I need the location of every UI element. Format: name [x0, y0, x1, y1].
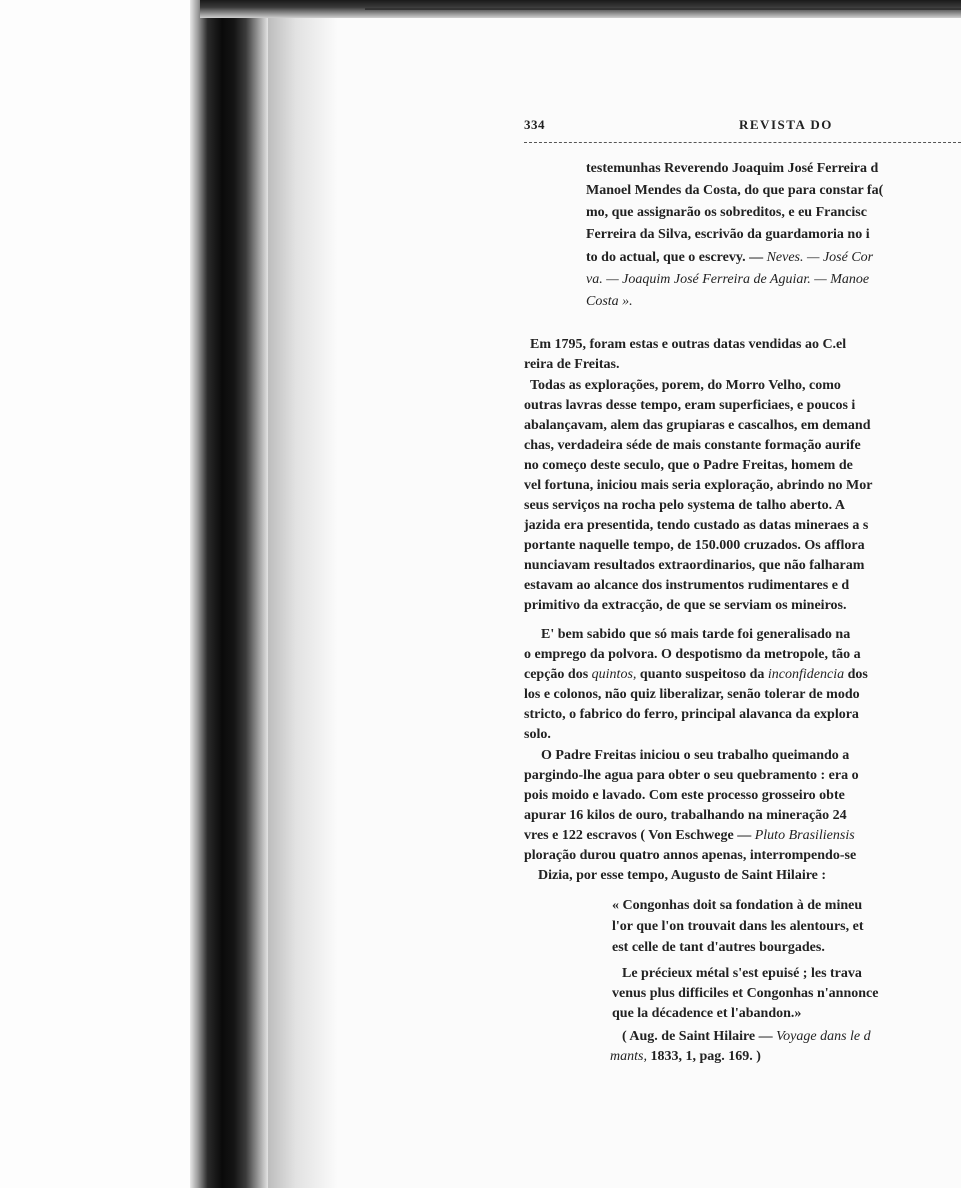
text-span: estavam ao alcance dos instrumentos rudimentares e d	[524, 578, 850, 593]
gutter-shadow	[268, 0, 338, 1188]
text-line	[622, 965, 862, 983]
text-span: vel fortuna, iniciou mais seria exploração, abrindo no Mor	[524, 478, 873, 493]
text-span: Le précieux métal s'est epuisé ; les trava	[622, 966, 862, 981]
text-span: outras lavras desse tempo, eram superficiaes, e poucos i	[524, 398, 856, 413]
text-span: « Congonhas doit sa fondation à de mineu	[612, 898, 863, 913]
running-head: REVISTA DO	[739, 117, 833, 132]
text-span: cepção dos	[524, 667, 589, 682]
text-line	[530, 336, 846, 354]
text-line	[524, 577, 849, 595]
italic-span: Neves. — José Cor	[766, 250, 874, 265]
text-span: nunciavam resultados extraordinarios, que não falharam	[524, 558, 865, 573]
text-line	[524, 686, 860, 704]
text-span: los e colonos, não quiz liberalizar, senão tolerar de modo	[524, 687, 860, 702]
text-span: chas, verdadeira séde de mais constante formação aurife	[524, 438, 861, 453]
italic-span: va. — Joaquim José Ferreira de Aguiar. — Manoe	[586, 272, 870, 287]
text-span: Em 1795, foram estas e outras datas vendidas ao C.el	[530, 337, 847, 352]
text-line	[524, 397, 855, 415]
text-line	[530, 377, 841, 395]
text-line	[524, 807, 847, 825]
italic-span: inconfidencia	[767, 667, 845, 682]
text-span: solo.	[524, 727, 551, 742]
text-span: 1833, 1, pag. 169. )	[650, 1049, 761, 1064]
text-span: est celle de tant d'autres bourgades.	[612, 940, 825, 955]
text-span: o emprego da polvora. O despotismo da metropole, tão a	[524, 647, 861, 662]
text-span: pois moido e lavado. Com este processo grosseiro obte	[524, 788, 845, 803]
text-line	[586, 160, 878, 178]
text-span: venus plus difficiles et Congonhas n'annonce	[612, 986, 879, 1001]
header-rule	[524, 142, 961, 143]
text-span: jazida era presentida, tendo custado as datas mineraes a s	[524, 518, 869, 533]
italic-span: mants,	[610, 1049, 647, 1064]
text-span: O Padre Freitas iniciou o seu trabalho queimando a	[541, 748, 850, 763]
text-line	[524, 787, 845, 805]
text-span: E' bem sabido que só mais tarde foi generalisado na	[541, 627, 851, 642]
text-span: dos	[847, 667, 868, 682]
book-page	[524, 0, 961, 1188]
text-line	[524, 477, 872, 495]
text-span: primitivo da extracção, de que se serviam os mineiros.	[524, 598, 847, 613]
book-binding-gutter	[190, 0, 270, 1188]
text-line	[524, 706, 859, 724]
text-line	[586, 293, 633, 311]
text-line	[524, 457, 853, 475]
italic-span: Pluto Brasiliensis	[754, 828, 855, 843]
italic-span: Costa ».	[586, 294, 633, 309]
text-line	[586, 271, 869, 289]
text-line	[524, 517, 868, 535]
text-span: seus serviços na rocha pelo systema de talho aberto. A	[524, 498, 845, 513]
text-line	[524, 437, 861, 455]
text-line	[586, 226, 870, 244]
text-span: quanto suspeitoso da	[639, 667, 765, 682]
text-span: Ferreira da Silva, escrivão da guardamoria no i	[586, 227, 870, 242]
text-span: Dizia, por esse tempo, Augusto de Saint Hilaire :	[538, 868, 827, 883]
text-line	[524, 847, 856, 865]
text-line	[612, 939, 825, 957]
text-span: reira de Freitas.	[524, 357, 620, 372]
text-span: mo, que assignarão os sobreditos, e eu Francisc	[586, 205, 867, 220]
text-span: testemunhas Reverendo Joaquim José Ferreira d	[586, 161, 879, 176]
text-line	[524, 726, 551, 744]
page-number: 334	[524, 117, 545, 132]
text-span: que la décadence et l'abandon.»	[612, 1006, 802, 1021]
text-span: vres e 122 escravos ( Von Eschwege —	[524, 828, 752, 843]
italic-span: Voyage dans le d	[776, 1029, 871, 1044]
text-line	[610, 1048, 761, 1066]
text-line	[541, 626, 850, 644]
text-span: stricto, o fabrico do ferro, principal alavanca da explora	[524, 707, 859, 722]
text-line	[524, 356, 620, 374]
facing-page-margin	[0, 0, 195, 1188]
text-span: ploração durou quatro annos apenas, interrompendo-se	[524, 848, 857, 863]
text-line	[524, 597, 846, 615]
text-line	[612, 1005, 801, 1023]
text-span: Todas as explorações, porem, do Morro Velho, como	[530, 378, 841, 393]
text-span: Manoel Mendes da Costa, do que para constar fa(	[586, 183, 884, 198]
text-span: no começo deste seculo, que o Padre Freitas, homem de	[524, 458, 853, 473]
text-span: l'or que l'on trouvait dans les alentours, et	[612, 919, 864, 934]
text-line	[524, 767, 859, 785]
text-line	[586, 204, 867, 222]
text-line	[524, 537, 865, 555]
text-span: portante naquelle tempo, de 150.000 cruzados. Os afflora	[524, 538, 865, 553]
text-line	[612, 985, 878, 1003]
text-span: to do actual, que o escrevy. —	[586, 250, 764, 265]
text-line	[541, 747, 849, 765]
text-line	[612, 918, 864, 936]
text-line	[586, 249, 873, 267]
text-span: pargindo-lhe agua para obter o seu quebramento : era o	[524, 768, 859, 783]
text-line	[524, 827, 855, 845]
text-line	[524, 666, 868, 684]
text-line	[622, 1028, 871, 1046]
text-line	[612, 897, 862, 915]
text-line	[586, 182, 883, 200]
italic-span: quintos,	[591, 667, 637, 682]
text-span: abalançavam, alem das grupiaras e cascalhos, em demand	[524, 418, 871, 433]
text-line	[524, 417, 871, 435]
text-line	[524, 557, 864, 575]
text-span: ( Aug. de Saint Hilaire —	[622, 1029, 773, 1044]
text-line	[538, 867, 826, 885]
text-span: apurar 16 kilos de ouro, trabalhando na mineração 24	[524, 808, 847, 823]
text-line	[524, 497, 845, 515]
text-line	[524, 646, 861, 664]
